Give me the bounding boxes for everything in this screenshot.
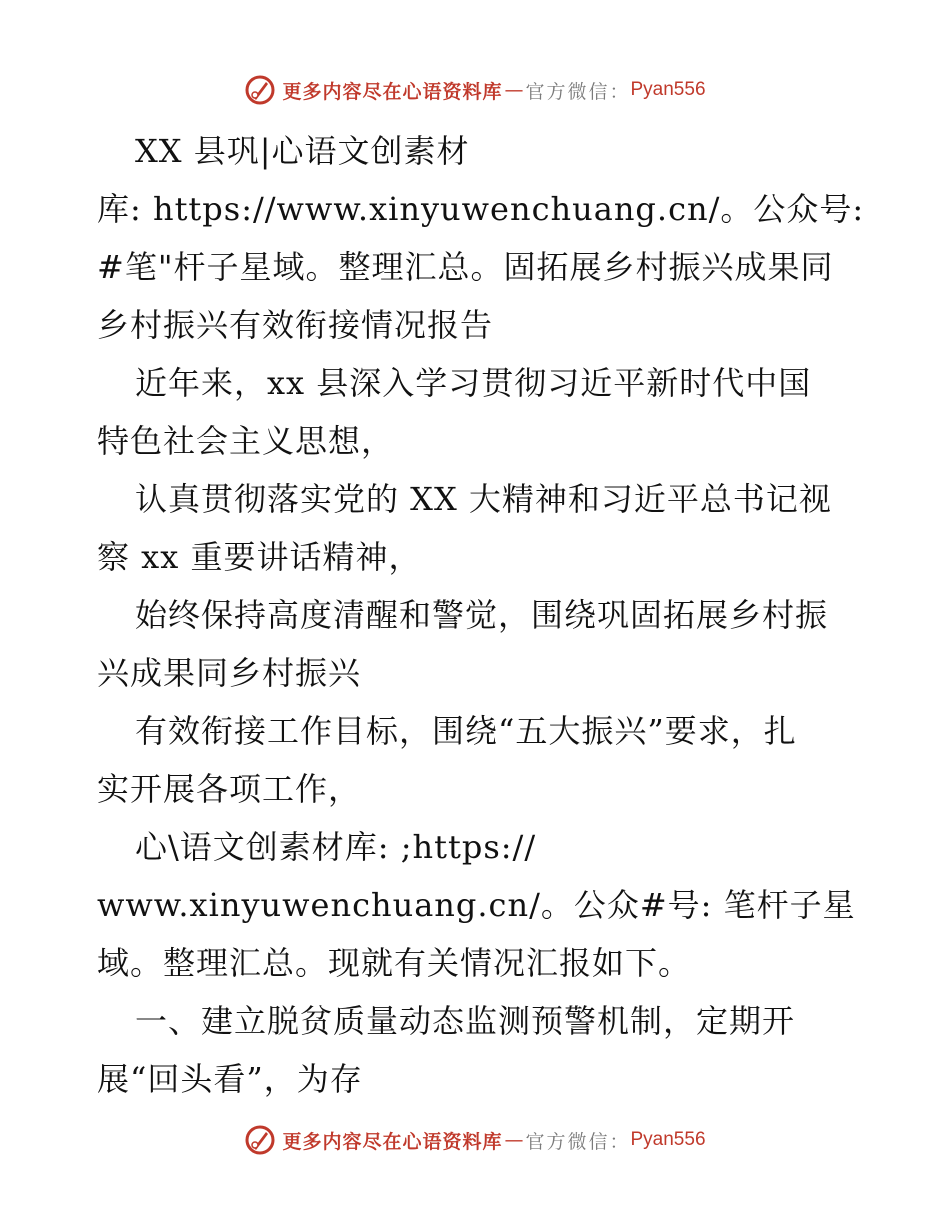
text-line: 心\语文创素材库: ;https:// [135,828,537,866]
footer-watermark [0,1120,950,1160]
text-line: 域。整理汇总。现就有关情况汇报如下。 [97,944,692,982]
text-line: 一、建立脱贫质量动态监测预警机制，定期开 [135,1002,796,1040]
watermark-slogan: 更多内容尽在心语资料库 [282,1130,503,1153]
watermark-wechat-id: Pyan556 [630,79,706,100]
text-line: 库: https://www.xinyuwenchuang.cn/。公众号: [97,190,865,228]
text-line: 展“回头看”，为存 [97,1060,363,1098]
text-line: 特色社会主义思想， [97,422,395,460]
text-line: #笔"杆子星域。整理汇总。固拓展乡村振兴成果同 [97,248,834,286]
text-line: 察 xx 重要讲话精神， [97,538,422,576]
text-line: 实开展各项工作， [97,770,362,808]
document-body [97,122,867,1108]
watermark-separator: — [504,79,524,101]
text-line: XX 县巩|心语文创素材 [135,132,470,170]
text-line: 乡村振兴有效衔接情况报告 [97,306,494,344]
text-line: 认真贯彻落实党的 XX 大精神和习近平总书记视 [135,480,832,518]
text-line: 近年来，xx 县深入学习贯彻习近平新时代中国 [135,364,812,402]
text-line: 有效衔接工作目标，围绕“五大振兴”要求，扎 [135,712,797,750]
quill-logo-icon [244,74,276,106]
text-line: 始终保持高度清醒和警觉，围绕巩固拓展乡村振 [135,596,829,634]
watermark-slogan: 更多内容尽在心语资料库 [282,80,503,103]
watermark-separator: — [504,1129,524,1151]
watermark-label: 官方微信： [525,80,631,103]
quill-logo-icon [244,1124,276,1156]
header-watermark [0,70,950,110]
watermark-wechat-id: Pyan556 [630,1129,706,1150]
watermark-label: 官方微信： [525,1130,631,1153]
text-line: www.xinyuwenchuang.cn/。公众#号: 笔杆子星 [97,886,856,924]
text-line: 兴成果同乡村振兴 [97,654,362,692]
